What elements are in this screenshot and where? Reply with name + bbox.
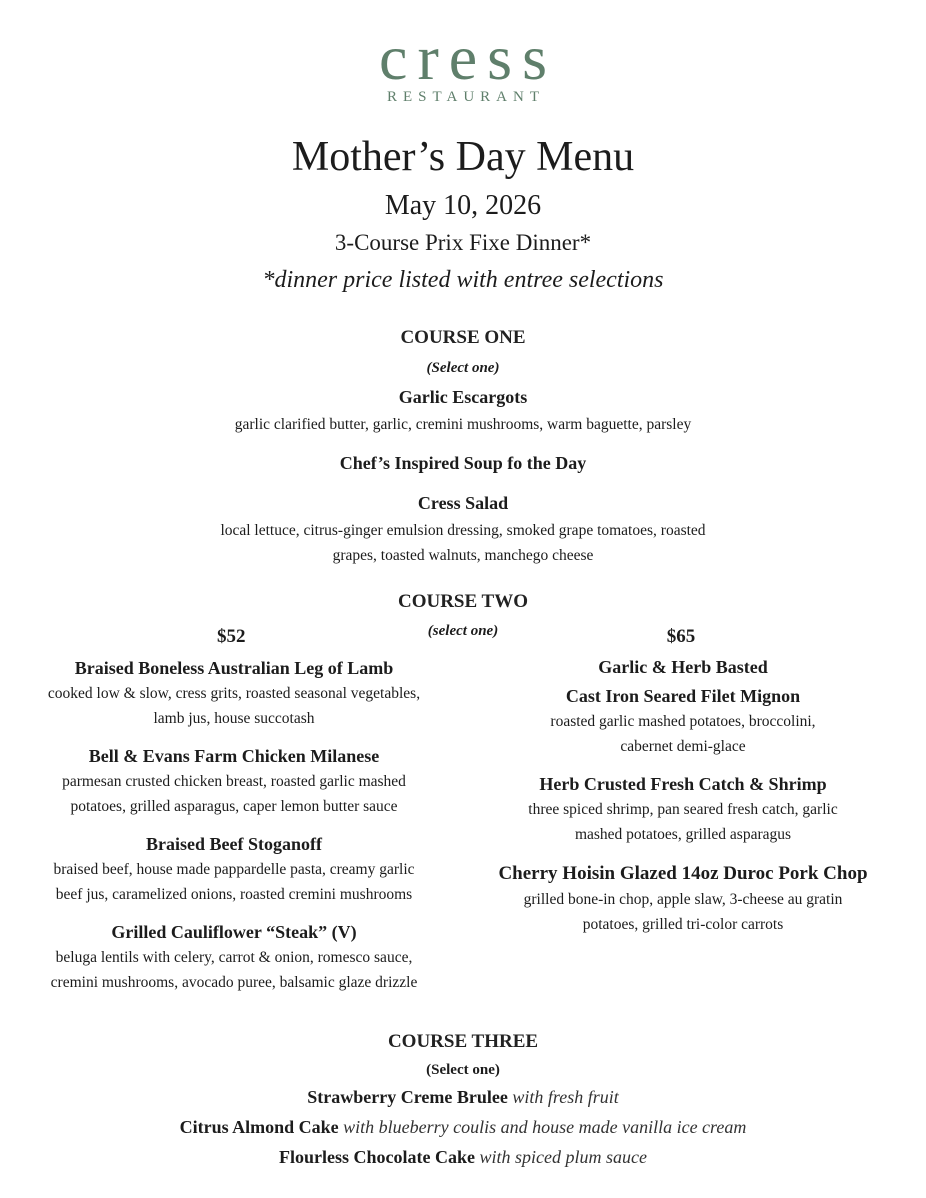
dish-name: Herb Crusted Fresh Catch & Shrimp	[539, 774, 827, 794]
dessert-accompaniment: with spiced plum sauce	[479, 1147, 647, 1167]
page-title: Mother’s Day Menu	[291, 134, 635, 180]
dessert-name: Citrus Almond Cake	[179, 1117, 339, 1137]
dish-name: Cast Iron Seared Filet Mignon	[565, 686, 801, 706]
course-two-right-column	[458, 625, 908, 937]
logo-wordmark: cress	[379, 22, 557, 93]
menu-date: May 10, 2026	[384, 190, 542, 221]
dish-description: lamb jus, house succotash	[153, 710, 315, 727]
course-one-heading: COURSE ONE	[400, 327, 526, 348]
dessert-item	[0, 1143, 926, 1171]
price-52: $52	[217, 626, 246, 647]
dish-description: potatoes, grilled tri-color carrots	[582, 916, 784, 933]
dish-description: mashed potatoes, grilled asparagus	[574, 826, 792, 843]
dish-name: Garlic Escargots	[398, 387, 528, 407]
dessert-name: Strawberry Creme Brulee	[307, 1087, 508, 1107]
dish-name: Braised Beef Stoganoff	[146, 834, 322, 854]
dish-description: cremini mushrooms, avocado puree, balsamic glaze drizzle	[50, 974, 418, 991]
dessert-accompaniment: with fresh fruit	[512, 1087, 619, 1107]
dish-name: Grilled Cauliflower “Steak” (V)	[111, 922, 357, 942]
dish-description: parmesan crusted chicken breast, roasted garlic mashed	[62, 773, 406, 790]
dessert-item	[0, 1113, 926, 1141]
dessert-item	[0, 1083, 926, 1111]
dish-name: Cherry Hoisin Glazed 14oz Duroc Pork Chop	[498, 863, 868, 884]
dish-description: three spiced shrimp, pan seared fresh catch, garlic	[528, 801, 838, 818]
dish-name: Cress Salad	[417, 493, 509, 513]
dish-description: beef jus, caramelized onions, roasted cremini mushrooms	[55, 886, 413, 903]
dish-description: cabernet demi-glace	[620, 738, 746, 755]
course-three-heading: COURSE THREE	[387, 1031, 539, 1052]
course-two-heading: COURSE TWO	[397, 591, 529, 612]
price-65: $65	[666, 626, 696, 647]
dish-name: Bell & Evans Farm Chicken Milanese	[88, 746, 380, 766]
dish-description: roasted garlic mashed potatoes, broccolini,	[550, 713, 816, 730]
logo-subtitle: RESTAURANT	[387, 89, 545, 105]
dish-description: garlic clarified butter, garlic, cremini mushrooms, warm baguette, parsley	[234, 416, 692, 433]
dish-description: grapes, toasted walnuts, manchego cheese	[332, 547, 594, 564]
dish-description: potatoes, grilled asparagus, caper lemon butter sauce	[70, 798, 398, 815]
course-one-select-note: (Select one)	[426, 360, 500, 376]
dessert-accompaniment: with blueberry coulis and house made vanilla ice cream	[343, 1117, 747, 1137]
dessert-name: Flourless Chocolate Cake	[279, 1147, 475, 1167]
course-two-left-column	[12, 625, 456, 995]
dish-name: Garlic & Herb Basted	[598, 657, 768, 677]
course-three-select-note: (Select one)	[426, 1062, 500, 1078]
dish-name: Chef’s Inspired Soup fo the Day	[339, 453, 587, 473]
dish-description: local lettuce, citrus-ginger emulsion dressing, smoked grape tomatoes, roasted	[220, 522, 706, 539]
course-two-select-note: (select one)	[427, 623, 499, 639]
prix-fixe-label: 3-Course Prix Fixe Dinner*	[334, 230, 592, 255]
dish-name: Braised Boneless Australian Leg of Lamb	[74, 658, 394, 678]
dish-description: cooked low & slow, cress grits, roasted seasonal vegetables,	[47, 685, 421, 702]
dish-description: grilled bone-in chop, apple slaw, 3-cheese au gratin	[523, 891, 843, 908]
dish-description: beluga lentils with celery, carrot & onion, romesco sauce,	[55, 949, 413, 966]
dish-description: braised beef, house made pappardelle pasta, creamy garlic	[53, 861, 415, 878]
price-note: *dinner price listed with entree selections	[262, 267, 664, 293]
